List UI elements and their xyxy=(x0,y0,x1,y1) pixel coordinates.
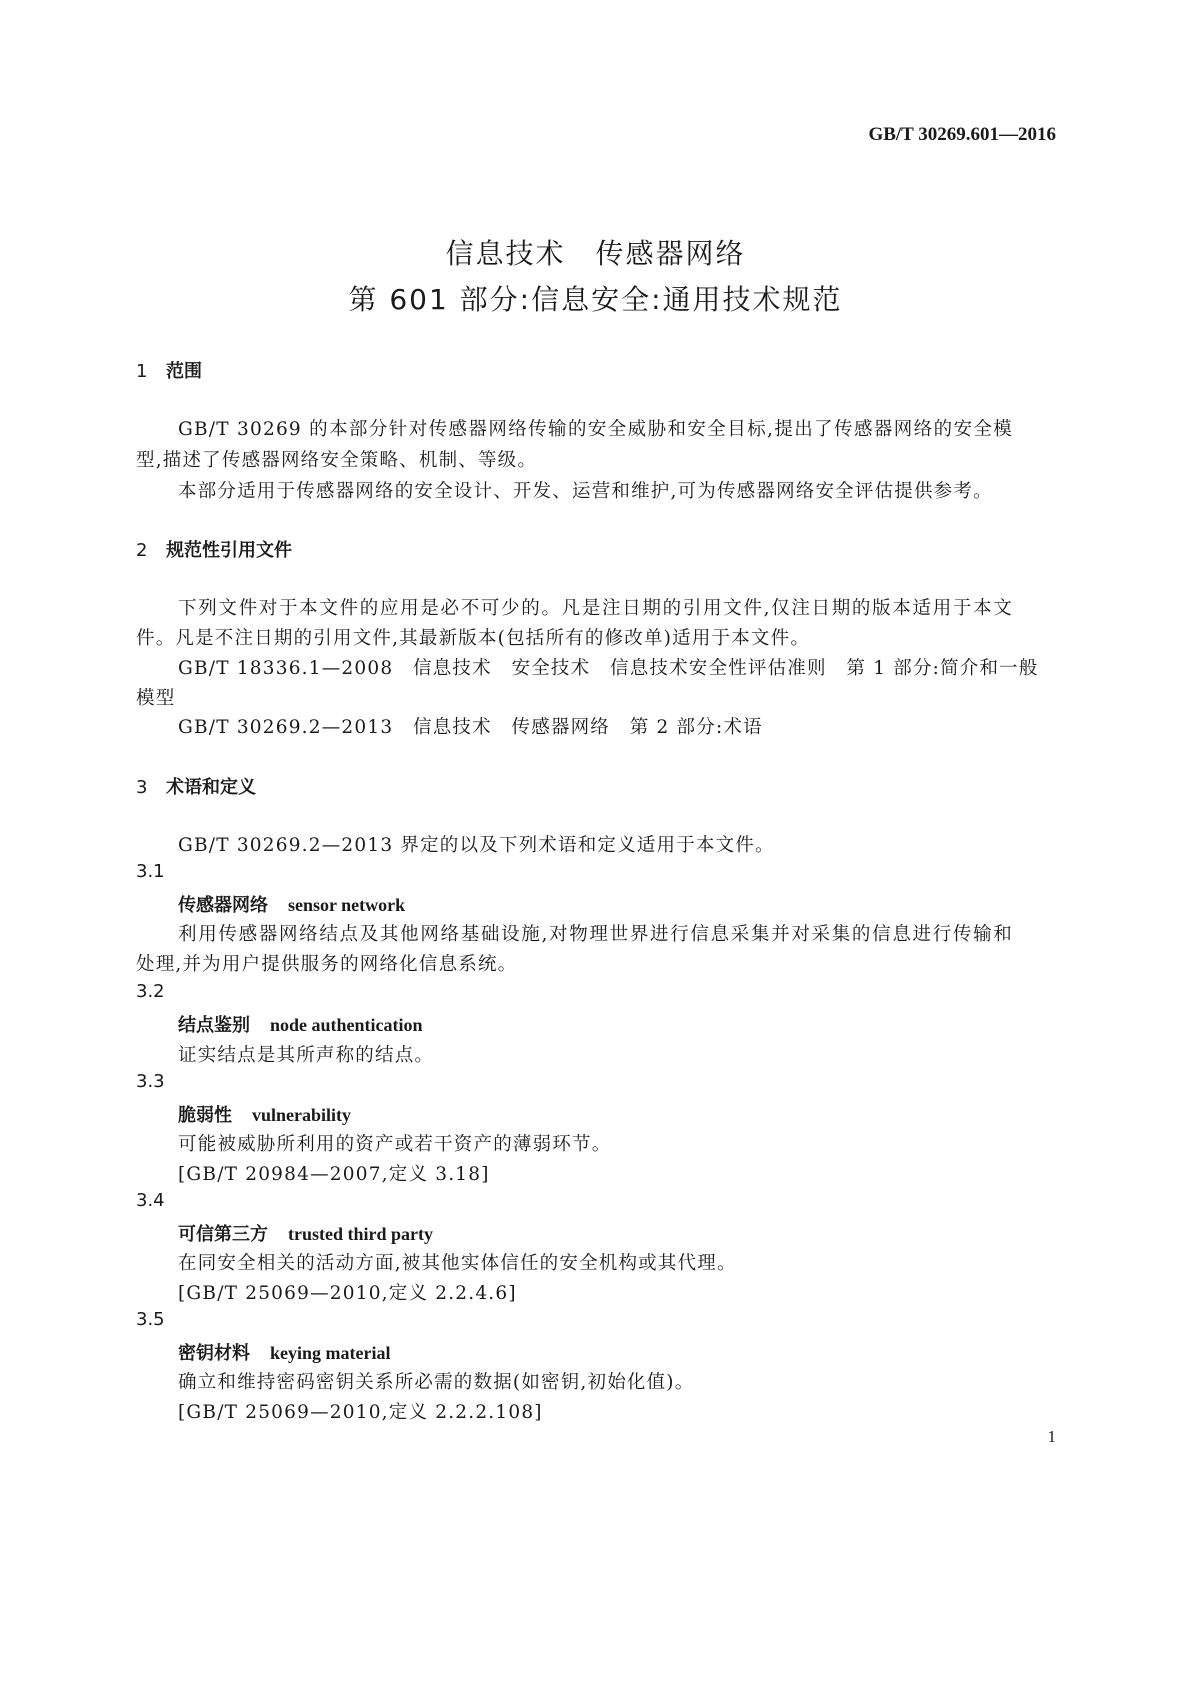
term-entry xyxy=(178,1339,390,1365)
paragraph: 本部分适用于传感器网络的安全设计、开发、运营和维护,可为传感器网络安全评估提供参考。 xyxy=(178,481,993,502)
term-definition: 处理,并为用户提供服务的网络化信息系统。 xyxy=(136,954,518,975)
term-number: 3.1 xyxy=(136,861,165,882)
term-zh: 结点鉴别 xyxy=(178,1015,250,1036)
term-zh: 脆弱性 xyxy=(178,1105,232,1126)
term-number: 3.4 xyxy=(136,1190,165,1211)
section-number: 1 xyxy=(136,361,148,382)
term-definition: 利用传感器网络结点及其他网络基础设施,对物理世界进行信息采集并对采集的信息进行传输和 xyxy=(178,924,1013,945)
paragraph: GB/T 30269.2—2013 界定的以及下列术语和定义适用于本文件。 xyxy=(178,835,775,856)
term-en: trusted third party xyxy=(288,1224,433,1244)
term-number: 3.2 xyxy=(136,981,165,1002)
term-definition: 在同安全相关的活动方面,被其他实体信任的安全机构或其代理。 xyxy=(178,1253,737,1274)
term-definition: 证实结点是其所声称的结点。 xyxy=(178,1045,435,1066)
term-entry xyxy=(178,891,405,917)
document-title-line2: 第 601 部分:信息安全:通用技术规范 xyxy=(348,283,843,316)
term-zh: 传感器网络 xyxy=(178,895,268,916)
term-source: [GB/T 25069—2010,定义 2.2.2.108] xyxy=(178,1402,543,1423)
term-entry xyxy=(178,1220,433,1246)
section-number: 3 xyxy=(136,777,148,798)
term-source: [GB/T 25069—2010,定义 2.2.4.6] xyxy=(178,1283,517,1304)
term-zh: 密钥材料 xyxy=(178,1343,250,1364)
term-definition: 确立和维持密码密钥关系所必需的数据(如密钥,初始化值)。 xyxy=(178,1372,695,1393)
term-en: vulnerability xyxy=(252,1105,352,1125)
term-entry xyxy=(178,1011,423,1037)
section-title: 范围 xyxy=(166,361,202,382)
section-3-heading xyxy=(136,773,256,799)
section-title: 术语和定义 xyxy=(166,777,256,798)
section-2-heading xyxy=(136,536,292,562)
term-en: sensor network xyxy=(288,895,406,915)
section-1-heading xyxy=(136,357,202,383)
term-zh: 可信第三方 xyxy=(178,1224,268,1245)
term-definition: 可能被威胁所利用的资产或若干资产的薄弱环节。 xyxy=(178,1134,612,1155)
normative-reference: GB/T 18336.1—2008 信息技术 安全技术 信息技术安全性评估准则 第 1 部分:简介和一般 xyxy=(178,658,1039,679)
term-en: keying material xyxy=(270,1343,391,1363)
paragraph: 件。凡是不注日期的引用文件,其最新版本(包括所有的修改单)适用于本文件。 xyxy=(136,628,811,649)
section-number: 2 xyxy=(136,540,148,561)
paragraph: GB/T 30269 的本部分针对传感器网络传输的安全威胁和安全目标,提出了传感器网络的安全模 xyxy=(178,419,1013,440)
document-title-line1: 信息技术 传感器网络 xyxy=(445,237,746,270)
paragraph: 型,描述了传感器网络安全策略、机制、等级。 xyxy=(136,450,538,471)
page-number: 1 xyxy=(1047,1427,1056,1446)
term-source: [GB/T 20984—2007,定义 3.18] xyxy=(178,1164,490,1185)
term-number: 3.3 xyxy=(136,1071,165,1092)
paragraph: 下列文件对于本文件的应用是必不可少的。凡是注日期的引用文件,仅注日期的版本适用于本文 xyxy=(178,598,1013,619)
normative-reference: 模型 xyxy=(136,688,176,709)
term-en: node authentication xyxy=(270,1015,423,1035)
term-number: 3.5 xyxy=(136,1309,165,1330)
term-entry xyxy=(178,1101,351,1127)
section-title: 规范性引用文件 xyxy=(166,540,292,561)
standard-code: GB/T 30269.601—2016 xyxy=(868,124,1056,145)
normative-reference: GB/T 30269.2—2013 信息技术 传感器网络 第 2 部分:术语 xyxy=(178,717,763,738)
